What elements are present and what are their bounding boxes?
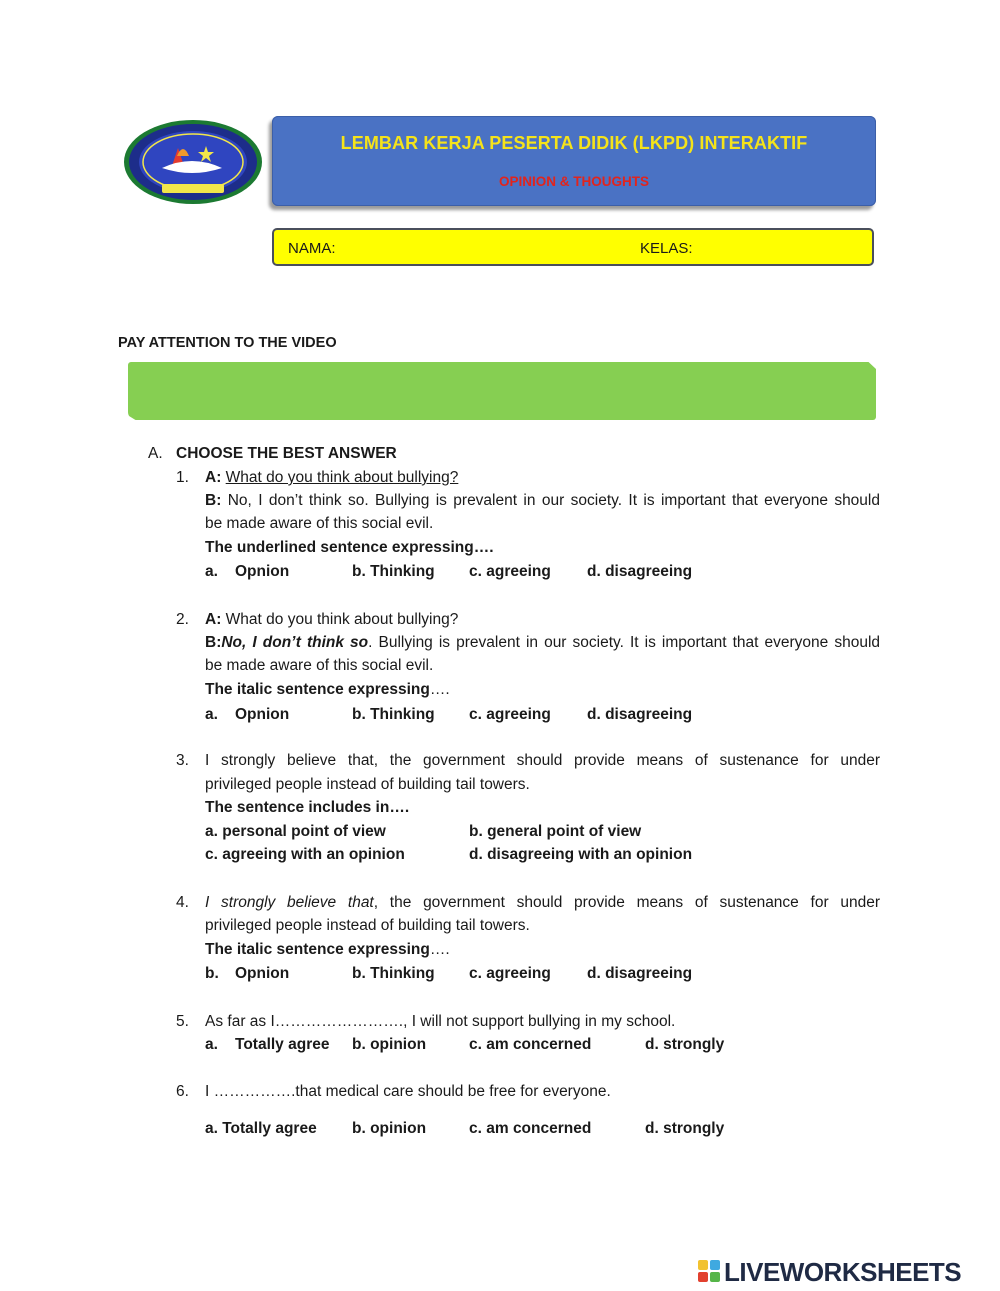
option-letter-a[interactable]: b. xyxy=(205,965,219,982)
option-b[interactable]: b. Thinking xyxy=(352,706,435,723)
option-letter-a[interactable]: a. xyxy=(205,706,218,723)
option-a[interactable]: Totally agree xyxy=(235,1036,330,1053)
option-a[interactable]: Opnion xyxy=(235,706,290,723)
question-number: 1. xyxy=(176,469,189,486)
class-label: KELAS: xyxy=(640,240,693,257)
question-number: 4. xyxy=(176,894,189,911)
question-text-cont: privileged people instead of building tail towers. xyxy=(205,917,530,934)
option-a[interactable]: Opnion xyxy=(235,563,290,580)
brand-tile-icon xyxy=(710,1272,720,1282)
option-c[interactable]: c. agreeing xyxy=(469,965,551,982)
question-prompt: The italic sentence expressing…. xyxy=(205,681,450,698)
question-prompt: The underlined sentence expressing…. xyxy=(205,539,494,556)
question-text-cont: privileged people instead of building tail towers. xyxy=(205,776,530,793)
question-line-a: A: What do you think about bullying? xyxy=(205,469,459,486)
question-line-b: B:No, I don’t think so. Bullying is prevalent in our society. It is important that everyone should xyxy=(205,634,881,651)
option-a[interactable]: a. Totally agree xyxy=(205,1120,317,1137)
question-number: 5. xyxy=(176,1013,189,1030)
option-letter-a[interactable]: a. xyxy=(205,1036,218,1053)
brand-tile-icon xyxy=(698,1272,708,1282)
question-prompt: The sentence includes in…. xyxy=(205,799,410,816)
option-c[interactable]: c. am concerned xyxy=(469,1036,592,1053)
question-line-b-cont: be made aware of this social evil. xyxy=(205,515,434,532)
option-d[interactable]: d. disagreeing xyxy=(587,563,693,580)
liveworksheets-logo xyxy=(698,1258,994,1286)
option-b[interactable]: b. Thinking xyxy=(352,563,435,580)
school-logo xyxy=(122,118,264,206)
question-text: I strongly believe that, the government should provide means of sustenance for under xyxy=(205,894,880,911)
worksheet-title: LEMBAR KERJA PESERTA DIDIK (LKPD) INTERAKTIF xyxy=(340,133,808,153)
brand-tile-icon xyxy=(698,1260,708,1270)
option-c[interactable]: c. agreeing xyxy=(469,706,551,723)
option-b[interactable]: b. opinion xyxy=(352,1036,427,1053)
question-text: As far as I……………………., I will not support bullying in my school. xyxy=(205,1013,676,1030)
question-text: I …………….that medical care should be free for everyone. xyxy=(205,1083,611,1100)
student-info-bar xyxy=(272,228,874,266)
header-banner xyxy=(272,116,876,206)
option-b[interactable]: b. general point of view xyxy=(469,823,642,840)
brand-tile-icon xyxy=(710,1260,720,1270)
name-label: NAMA: xyxy=(288,240,336,257)
question-number: 3. xyxy=(176,752,189,769)
question-number: 6. xyxy=(176,1083,189,1100)
question-line-b-cont: be made aware of this social evil. xyxy=(205,657,434,674)
option-c[interactable]: c. am concerned xyxy=(469,1120,592,1137)
option-d[interactable]: d. strongly xyxy=(645,1036,725,1053)
option-b[interactable]: b. Thinking xyxy=(352,965,435,982)
option-c[interactable]: c. agreeing xyxy=(469,563,551,580)
option-a[interactable]: Opnion xyxy=(235,965,290,982)
option-d[interactable]: d. disagreeing xyxy=(587,965,693,982)
worksheet-subtitle: OPINION & THOUGHTS xyxy=(498,174,649,189)
option-d[interactable]: d. disagreeing xyxy=(587,706,693,723)
question-number: 2. xyxy=(176,611,189,628)
video-area[interactable] xyxy=(128,362,876,420)
question-line-a: A: What do you think about bullying? xyxy=(205,611,459,628)
option-letter-a[interactable]: a. xyxy=(205,563,218,580)
brand-name: LIVEWORKSHEETS xyxy=(724,1257,962,1287)
video-instruction: PAY ATTENTION TO THE VIDEO xyxy=(118,335,337,351)
section-letter: A. xyxy=(148,445,163,462)
question-text: I strongly believe that, the government should provide means of sustenance for under xyxy=(205,752,880,769)
question-line-b: B: No, I don’t think so. Bullying is prevalent in our society. It is important that everyone should xyxy=(205,492,880,509)
option-d[interactable]: d. strongly xyxy=(645,1120,725,1137)
option-d[interactable]: d. disagreeing with an opinion xyxy=(469,846,693,863)
section-title: CHOOSE THE BEST ANSWER xyxy=(176,445,397,462)
question-prompt: The italic sentence expressing…. xyxy=(205,941,450,958)
option-c[interactable]: c. agreeing with an opinion xyxy=(205,846,405,863)
option-a[interactable]: a. personal point of view xyxy=(205,823,386,840)
option-b[interactable]: b. opinion xyxy=(352,1120,427,1137)
